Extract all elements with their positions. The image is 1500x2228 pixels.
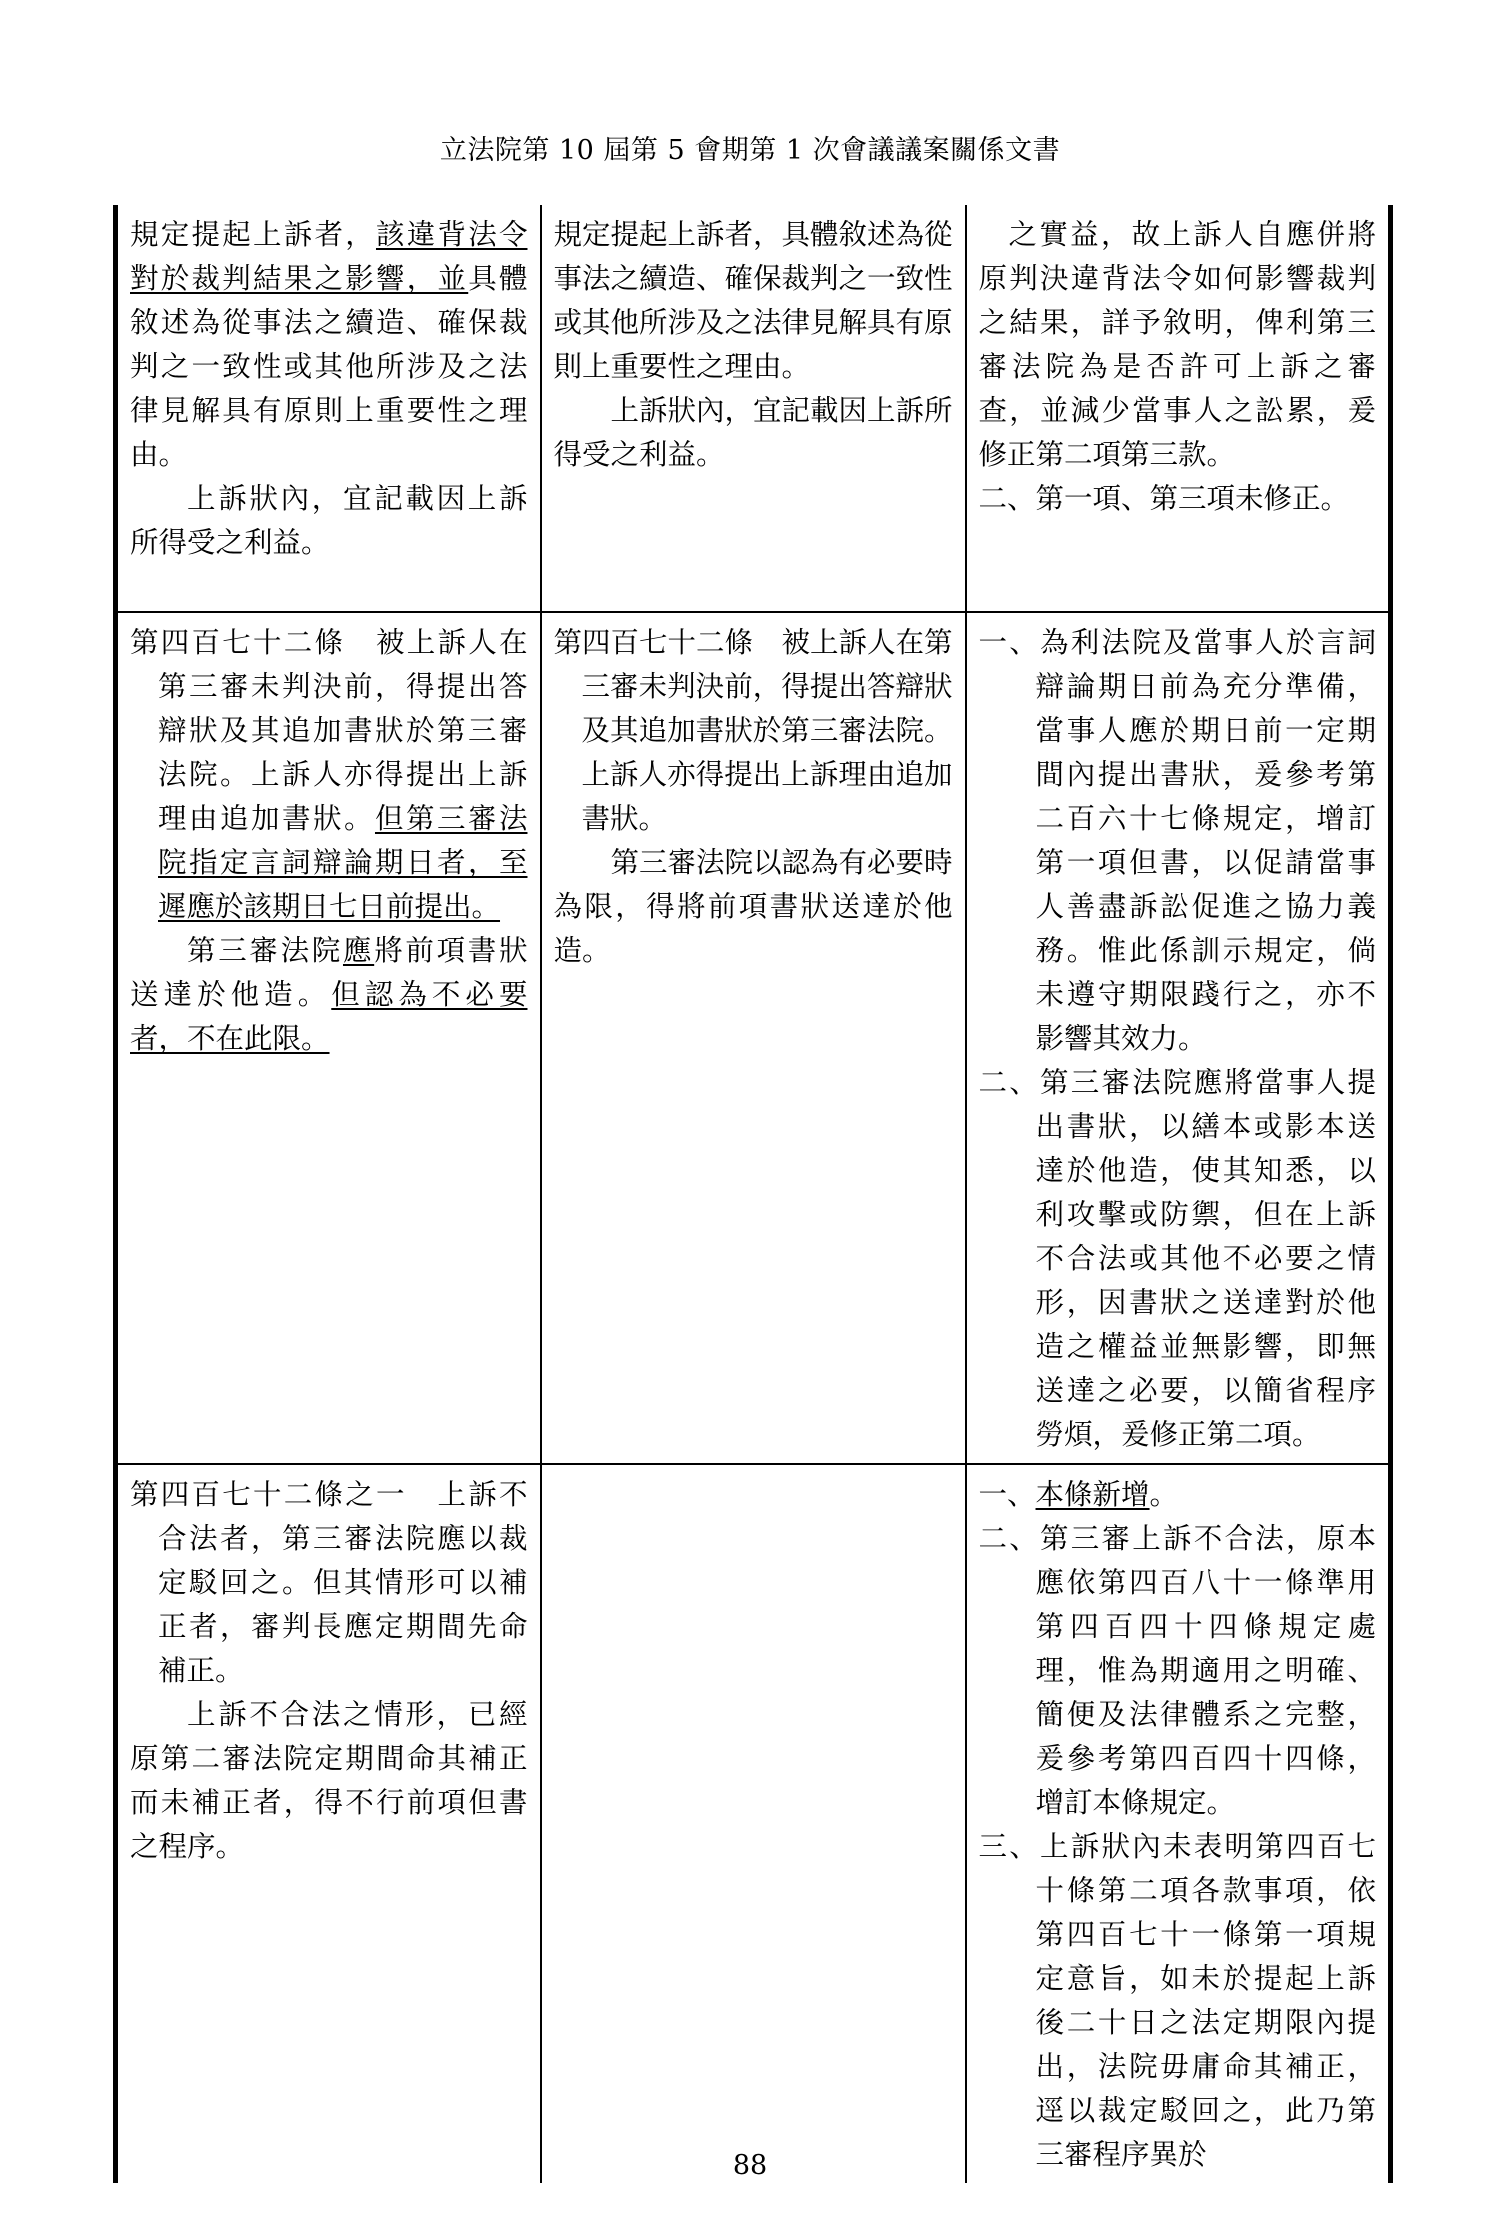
current-text-cell (541, 205, 966, 612)
text-segment: 具體敘述為從事法之續造、確保裁判之一致性或其他所涉及之法律見解具有原則上重要性之理由。 (130, 262, 528, 471)
amended-paragraph: 第四百七十二條之一 上訴不合法者，第三審法院應以裁定駁回之。但其情形可以補正者，審判長應定期間先命補正。 (130, 1478, 528, 1687)
table-row (116, 205, 1391, 612)
explanation-paragraph: 之實益，故上訴人自應併將原判決違背法令如何影響裁判之結果，詳予敘明，俾利第三審法院為是否許可上訴之審查，並減少當事人之訟累，爰修正第二項第三款。 (978, 218, 1376, 471)
explanation-item: 三、上訴狀內未表明第四百七十條第二項各款事項，依第四百七十一條第一項規定意旨，如未於提起上訴後二十日之法定期限內提出，法院毋庸命其補正，逕以裁定駁回之，此乃第三審程序異於 (978, 1830, 1376, 2171)
table-row (116, 1464, 1391, 2183)
amended-paragraph: 上訴狀內，宜記載因上訴所得受之利益。 (130, 482, 528, 559)
explanation-item: 一、為利法院及當事人於言詞辯論期日前為充分準備，當事人應於期日前一定期間內提出書狀，爰參考第二百六十七條規定，增訂第一項但書，以促請當事人善盡訴訟促進之協力義務。惟此係訓示規定，倘未遵守期限踐行之，亦不影響其效力。 (978, 626, 1376, 1055)
amended-paragraph: 上訴不合法之情形，已經原第二審法院定期間命其補正而未補正者，得不行前項但書之程序。 (130, 1698, 528, 1863)
amended-underline: 但認為不必要者，不在此限。 (130, 978, 528, 1055)
current-paragraph: 第三審法院以認為有必要時為限，得將前項書狀送達於他造。 (553, 846, 953, 967)
amended-text-cell (116, 1464, 541, 2183)
table-row (116, 612, 1391, 1464)
explanation-item: 二、第三審法院應將當事人提出書狀，以繕本或影本送達於他造，使其知悉，以利攻擊或防禦，但在上訴不合法或其他不必要之情形，因書狀之送達對於他造之權益並無影響，即無送達之必要，以簡省程序勞煩，爰修正第二項。 (978, 1066, 1376, 1451)
amended-text-cell (116, 205, 541, 612)
explanation-cell (966, 205, 1391, 612)
explanation-cell (966, 612, 1391, 1464)
amended-underline: 本條新增 (1035, 1478, 1150, 1511)
text-segment: 一、 (978, 1478, 1036, 1511)
amended-underline: 但第三審法院指定言詞辯論期日者，至遲應於該期日七日前提出。 (158, 802, 528, 923)
page-header: 立法院第 10 屆第 5 會期第 1 次會議議案關係文書 (439, 135, 1061, 166)
amended-paragraph (130, 213, 528, 477)
text-segment: 。 (1149, 1478, 1179, 1511)
explanation-item: 二、第三審上訴不合法，原本應依第四百八十一條準用第四百四十四條規定處理，惟為期適用之明確、簡便及法律體系之完整，爰參考第四百四十四條，增訂本條規定。 (978, 1522, 1376, 1819)
current-text-cell (541, 1464, 966, 2183)
explanation-item (979, 1473, 1377, 1517)
amended-paragraph (130, 929, 528, 1061)
explanation-item: 二、第一項、第三項未修正。 (978, 482, 1350, 515)
text-segment: 將前項書狀送達於他造。 (130, 934, 528, 1011)
explanation-cell (966, 1464, 1391, 2183)
amended-underline: 該違背法令對於裁判結果之影響，並 (130, 218, 528, 295)
current-text-cell (541, 612, 966, 1464)
amended-underline: 應 (342, 934, 375, 967)
amended-paragraph (130, 621, 528, 929)
current-paragraph: 上訴狀內，宜記載因上訴所得受之利益。 (553, 394, 953, 471)
text-segment: 規定提起上訴者， (130, 218, 376, 251)
amended-text-cell (116, 612, 541, 1464)
current-paragraph: 規定提起上訴者，具體敘述為從事法之續造、確保裁判之一致性或其他所涉及之法律見解具有原則上重要性之理由。 (553, 218, 953, 383)
text-segment: 第四百七十二條 被上訴人在第三審未判決前，得提出答辯狀及其追加書狀於第三審法院。上訴人亦得提出上訴理由追加書狀。 (130, 626, 528, 835)
comparison-table (113, 205, 1393, 2183)
current-paragraph: 第四百七十二條 被上訴人在第三審未判決前，得提出答辯狀及其追加書狀於第三審法院。上訴人亦得提出上訴理由追加書狀。 (553, 626, 953, 835)
page-number: 88 (732, 2150, 768, 2181)
text-segment: 第三審法院 (187, 934, 343, 967)
